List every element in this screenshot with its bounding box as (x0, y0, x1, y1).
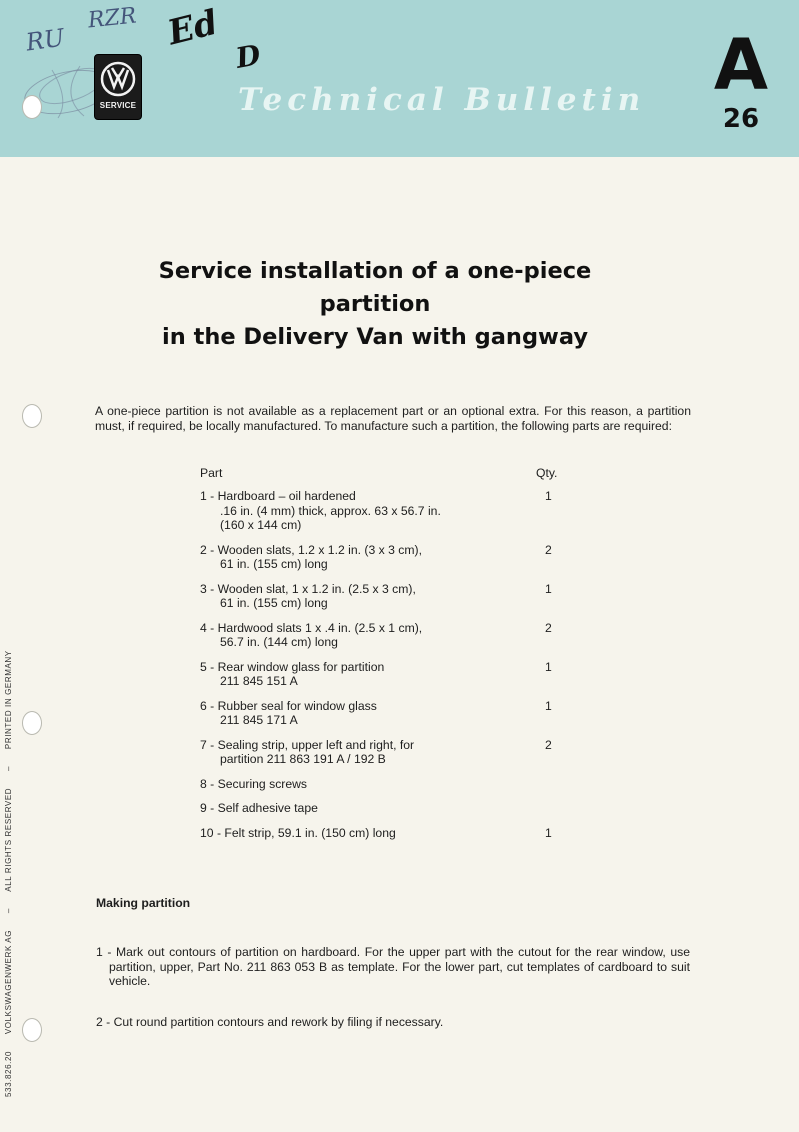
parts-row (200, 777, 580, 792)
imprint-rights: ALL RIGHTS RESERVED (4, 787, 13, 892)
step-item: 1 - Mark out contours of partition on hardboard. For the upper part with the cutout for the rear window, use partition, upper, Part No. 211 863 053 B as template. For the lower part, cut templates of cardboard to suit vehicle. (96, 945, 690, 988)
part-name: 8 - Securing screws (200, 776, 308, 791)
logo-service-label: SERVICE (99, 101, 137, 110)
part-qty: 1 (545, 825, 552, 840)
punch-hole (22, 95, 42, 119)
step-item: 2 - Cut round partition contours and rework by filing if necessary. (96, 1014, 444, 1029)
part-name: 9 - Self adhesive tape (200, 801, 318, 815)
part-qty: 1 (545, 659, 552, 674)
section-heading: Making partition (96, 896, 191, 910)
part-name: 7 - Sealing strip, upper left and right, for partition 211 863 191 A / 192 B (200, 737, 415, 766)
part-name: 3 - Wooden slat, 1 x 1.2 in. (2.5 x 3 cm), 61 in. (155 cm) long (200, 581, 416, 610)
parts-row (200, 489, 580, 533)
handwritten-note-ed: Ed (163, 2, 222, 54)
parts-column-header-part: Part (200, 466, 223, 480)
punch-hole (22, 1018, 42, 1042)
steps-list (96, 945, 690, 1055)
parts-row (200, 621, 580, 650)
vw-roundel-icon (100, 61, 136, 97)
vw-service-logo (94, 54, 142, 120)
parts-row (200, 582, 580, 611)
parts-list (200, 489, 580, 850)
part-name: 5 - Rear window glass for partition 211 845 151 A (200, 659, 385, 688)
punch-hole (22, 404, 42, 428)
parts-row (200, 699, 580, 728)
handwritten-note-ru: RU (24, 23, 67, 57)
part-qty: 1 (545, 489, 552, 503)
part-name: 1 - Hardboard – oil hardened .16 in. (4 mm) thick, approx. 63 x 56.7 in. (160 x 144 cm) (200, 489, 441, 532)
side-imprint: 533.826.20 VOLKSWAGENWERK AG – ALL RIGHTS RESERVED – PRINTED IN GERMANY (4, 650, 13, 1097)
part-qty: 2 (545, 737, 552, 752)
title-line-2: in the Delivery Van with gangway (162, 324, 588, 350)
part-qty: 2 (545, 542, 552, 557)
part-name: 2 - Wooden slats, 1.2 x 1.2 in. (3 x 3 cm), 61 in. (155 cm) long (200, 542, 422, 571)
parts-row (200, 543, 580, 572)
handwritten-note-rzr: RZR (86, 3, 138, 34)
handwritten-scribbles (0, 0, 330, 157)
parts-row (200, 826, 580, 841)
punch-hole (22, 711, 42, 735)
part-qty: 1 (545, 581, 552, 596)
imprint-code: 533.826.20 (4, 1050, 13, 1097)
part-name: 6 - Rubber seal for window glass 211 845 171 A (200, 698, 377, 727)
imprint-printed: PRINTED IN GERMANY (4, 650, 13, 750)
parts-column-header-qty: Qty. (536, 466, 558, 480)
document-title (110, 255, 640, 354)
parts-row (200, 738, 580, 767)
bulletin-number: 26 (722, 104, 760, 134)
parts-row (200, 801, 580, 816)
intro-paragraph: A one-piece partition is not available as a replacement part or an optional extra. For this reason, a partition must, if required, be locally manufactured. To manufacture such a partition, the following parts are required: (95, 404, 691, 433)
part-name: 4 - Hardwood slats 1 x .4 in. (2.5 x 1 cm), 56.7 in. (144 cm) long (200, 620, 423, 649)
bulletin-title: Technical Bulletin (238, 82, 646, 118)
part-qty: 1 (545, 698, 552, 713)
parts-row (200, 660, 580, 689)
part-name: 10 - Felt strip, 59.1 in. (150 cm) long (200, 825, 396, 840)
imprint-publisher: VOLKSWAGENWERK AG (4, 929, 13, 1035)
part-qty: 2 (545, 620, 552, 635)
title-line-1: Service installation of a one-piece partition (158, 258, 592, 317)
series-letter: A (713, 24, 769, 106)
handwritten-note-d: D (233, 38, 263, 75)
